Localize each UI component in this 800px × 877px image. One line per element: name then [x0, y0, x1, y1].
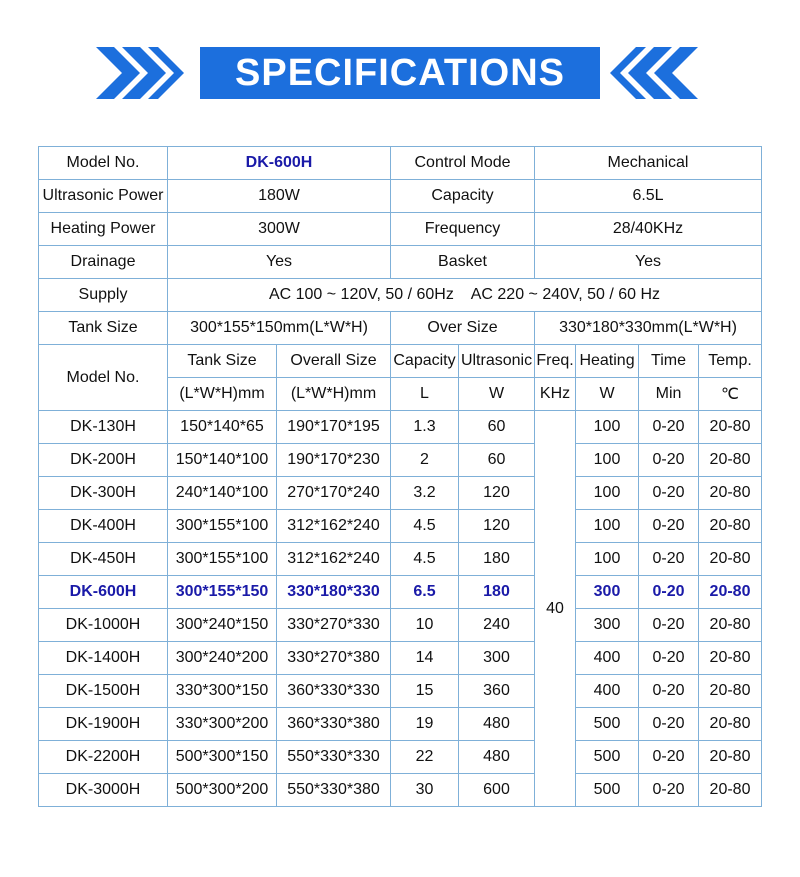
models-overall-size-unit: (L*W*H)mm [277, 378, 391, 411]
specifications-header [0, 47, 800, 103]
table-row [39, 477, 762, 510]
frequency-label: Frequency [391, 213, 535, 246]
table-row [39, 576, 762, 609]
ultrasonic-cell: 120 [459, 510, 535, 543]
temp-cell: 20-80 [699, 774, 762, 807]
model-cell: DK-600H [39, 576, 168, 609]
ultrasonic-cell: 180 [459, 576, 535, 609]
capacity-cell: 22 [391, 741, 459, 774]
temp-cell: 20-80 [699, 444, 762, 477]
table-row [39, 741, 762, 774]
models-overall-size-header: Overall Size [277, 345, 391, 378]
overall-size-cell: 330*180*330 [277, 576, 391, 609]
model-cell: DK-1000H [39, 609, 168, 642]
chevrons-right-icon [96, 47, 184, 99]
capacity-cell: 2 [391, 444, 459, 477]
tank-size-value: 300*155*150mm(L*W*H) [168, 312, 391, 345]
models-heating-unit: W [576, 378, 639, 411]
over-size-value: 330*180*330mm(L*W*H) [535, 312, 762, 345]
model-no-label: Model No. [39, 147, 168, 180]
tank-size-cell: 150*140*100 [168, 444, 277, 477]
temp-cell: 20-80 [699, 609, 762, 642]
table-row [39, 708, 762, 741]
spec-row-size [39, 312, 762, 345]
overall-size-cell: 330*270*330 [277, 609, 391, 642]
ultrasonic-power-label: Ultrasonic Power [39, 180, 168, 213]
model-cell: DK-3000H [39, 774, 168, 807]
ultrasonic-cell: 300 [459, 642, 535, 675]
heating-cell: 100 [576, 411, 639, 444]
models-capacity-header: Capacity [391, 345, 459, 378]
time-cell: 0-20 [639, 774, 699, 807]
capacity-cell: 1.3 [391, 411, 459, 444]
time-cell: 0-20 [639, 411, 699, 444]
model-cell: DK-2200H [39, 741, 168, 774]
model-cell: DK-200H [39, 444, 168, 477]
overall-size-cell: 312*162*240 [277, 543, 391, 576]
tank-size-cell: 300*155*150 [168, 576, 277, 609]
models-temp-header: Temp. [699, 345, 762, 378]
control-mode-label: Control Mode [391, 147, 535, 180]
temp-cell: 20-80 [699, 510, 762, 543]
table-row [39, 642, 762, 675]
temp-cell: 20-80 [699, 642, 762, 675]
time-cell: 0-20 [639, 708, 699, 741]
tank-size-cell: 300*240*150 [168, 609, 277, 642]
temp-cell: 20-80 [699, 576, 762, 609]
time-cell: 0-20 [639, 609, 699, 642]
capacity-value: 6.5L [535, 180, 762, 213]
overall-size-cell: 550*330*380 [277, 774, 391, 807]
models-tank-size-unit: (L*W*H)mm [168, 378, 277, 411]
model-cell: DK-450H [39, 543, 168, 576]
temp-cell: 20-80 [699, 411, 762, 444]
spec-row-heating [39, 213, 762, 246]
ultrasonic-cell: 120 [459, 477, 535, 510]
capacity-cell: 6.5 [391, 576, 459, 609]
heating-cell: 500 [576, 741, 639, 774]
temp-cell: 20-80 [699, 675, 762, 708]
model-cell: DK-1500H [39, 675, 168, 708]
models-capacity-unit: L [391, 378, 459, 411]
tank-size-cell: 330*300*150 [168, 675, 277, 708]
freq-cell: 40 [535, 411, 576, 807]
capacity-label: Capacity [391, 180, 535, 213]
page-title: SPECIFICATIONS [235, 51, 565, 94]
overall-size-cell: 190*170*230 [277, 444, 391, 477]
overall-size-cell: 190*170*195 [277, 411, 391, 444]
models-freq-header: Freq. [535, 345, 576, 378]
frequency-value: 28/40KHz [535, 213, 762, 246]
ultrasonic-cell: 180 [459, 543, 535, 576]
supply-label: Supply [39, 279, 168, 312]
ultrasonic-cell: 480 [459, 708, 535, 741]
supply-value: AC 100 ~ 120V, 50 / 60Hz AC 220 ~ 240V, 50 / 60 Hz [168, 279, 762, 312]
tank-size-cell: 330*300*200 [168, 708, 277, 741]
temp-cell: 20-80 [699, 741, 762, 774]
model-no-value: DK-600H [168, 147, 391, 180]
tank-size-cell: 240*140*100 [168, 477, 277, 510]
ultrasonic-cell: 480 [459, 741, 535, 774]
time-cell: 0-20 [639, 543, 699, 576]
overall-size-cell: 360*330*330 [277, 675, 391, 708]
spec-row-power [39, 180, 762, 213]
heating-cell: 500 [576, 708, 639, 741]
table-row [39, 774, 762, 807]
time-cell: 0-20 [639, 675, 699, 708]
heating-cell: 100 [576, 477, 639, 510]
capacity-cell: 30 [391, 774, 459, 807]
spec-row-model [39, 147, 762, 180]
ultrasonic-cell: 60 [459, 444, 535, 477]
table-row [39, 609, 762, 642]
models-time-unit: Min [639, 378, 699, 411]
heating-cell: 300 [576, 576, 639, 609]
overall-size-cell: 330*270*380 [277, 642, 391, 675]
table-row [39, 411, 762, 444]
ultrasonic-cell: 240 [459, 609, 535, 642]
model-cell: DK-400H [39, 510, 168, 543]
overall-size-cell: 360*330*380 [277, 708, 391, 741]
capacity-cell: 3.2 [391, 477, 459, 510]
time-cell: 0-20 [639, 576, 699, 609]
capacity-cell: 4.5 [391, 543, 459, 576]
tank-size-cell: 300*155*100 [168, 510, 277, 543]
model-cell: DK-130H [39, 411, 168, 444]
models-header-row [39, 345, 762, 378]
title-banner [200, 47, 600, 99]
models-ultrasonic-header: Ultrasonic [459, 345, 535, 378]
capacity-cell: 10 [391, 609, 459, 642]
time-cell: 0-20 [639, 510, 699, 543]
models-ultrasonic-unit: W [459, 378, 535, 411]
time-cell: 0-20 [639, 642, 699, 675]
heating-power-label: Heating Power [39, 213, 168, 246]
over-size-label: Over Size [391, 312, 535, 345]
temp-cell: 20-80 [699, 477, 762, 510]
tank-size-cell: 500*300*150 [168, 741, 277, 774]
overall-size-cell: 312*162*240 [277, 510, 391, 543]
heating-cell: 400 [576, 675, 639, 708]
tank-size-cell: 500*300*200 [168, 774, 277, 807]
chevrons-left-icon [610, 47, 698, 99]
time-cell: 0-20 [639, 477, 699, 510]
time-cell: 0-20 [639, 444, 699, 477]
overall-size-cell: 550*330*330 [277, 741, 391, 774]
models-tank-size-header: Tank Size [168, 345, 277, 378]
capacity-cell: 4.5 [391, 510, 459, 543]
model-cell: DK-1400H [39, 642, 168, 675]
table-row [39, 543, 762, 576]
tank-size-cell: 150*140*65 [168, 411, 277, 444]
spec-table [38, 146, 762, 807]
tank-size-cell: 300*155*100 [168, 543, 277, 576]
heating-cell: 500 [576, 774, 639, 807]
table-row [39, 444, 762, 477]
capacity-cell: 19 [391, 708, 459, 741]
heating-cell: 400 [576, 642, 639, 675]
spec-row-drainage [39, 246, 762, 279]
tank-size-label: Tank Size [39, 312, 168, 345]
heating-cell: 300 [576, 609, 639, 642]
ultrasonic-cell: 60 [459, 411, 535, 444]
heating-power-value: 300W [168, 213, 391, 246]
ultrasonic-cell: 600 [459, 774, 535, 807]
models-time-header: Time [639, 345, 699, 378]
table-row [39, 510, 762, 543]
models-heating-header: Heating [576, 345, 639, 378]
model-cell: DK-300H [39, 477, 168, 510]
heating-cell: 100 [576, 510, 639, 543]
models-temp-unit: ℃ [699, 378, 762, 411]
models-freq-unit: KHz [535, 378, 576, 411]
heating-cell: 100 [576, 543, 639, 576]
models-model-no-header: Model No. [39, 345, 168, 411]
capacity-cell: 14 [391, 642, 459, 675]
overall-size-cell: 270*170*240 [277, 477, 391, 510]
time-cell: 0-20 [639, 741, 699, 774]
basket-value: Yes [535, 246, 762, 279]
capacity-cell: 15 [391, 675, 459, 708]
tank-size-cell: 300*240*200 [168, 642, 277, 675]
ultrasonic-power-value: 180W [168, 180, 391, 213]
model-cell: DK-1900H [39, 708, 168, 741]
table-row [39, 675, 762, 708]
ultrasonic-cell: 360 [459, 675, 535, 708]
drainage-value: Yes [168, 246, 391, 279]
drainage-label: Drainage [39, 246, 168, 279]
spec-row-supply [39, 279, 762, 312]
basket-label: Basket [391, 246, 535, 279]
temp-cell: 20-80 [699, 543, 762, 576]
temp-cell: 20-80 [699, 708, 762, 741]
control-mode-value: Mechanical [535, 147, 762, 180]
heating-cell: 100 [576, 444, 639, 477]
